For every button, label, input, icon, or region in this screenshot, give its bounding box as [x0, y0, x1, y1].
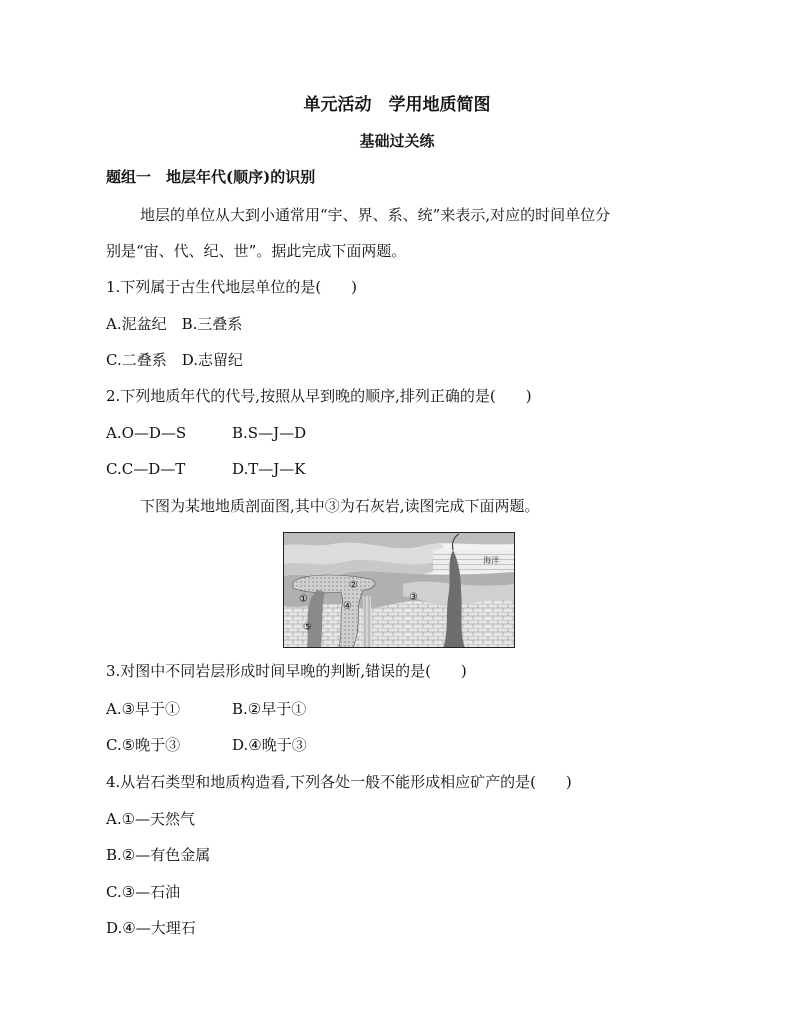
- question-1-options-row-2: C.二叠系 D.志留纪: [106, 351, 243, 369]
- question-3-option-b: B.②早于①: [232, 700, 307, 718]
- question-2-option-c: C.C—D—T: [106, 460, 186, 478]
- figure-intro: 下图为某地地质剖面图,其中③为石灰岩,读图完成下面两题。: [140, 497, 540, 515]
- marker-4: ④: [343, 601, 352, 612]
- intro-text-line-1: 地层的单位从大到小通常用“宇、界、系、统”来表示,对应的时间单位分: [140, 206, 611, 224]
- question-1-options-row-1: A.泥盆纪 B.三叠系: [106, 315, 243, 333]
- question-3-stem: 3.对图中不同岩层形成时间早晚的判断,错误的是( ): [106, 662, 467, 680]
- sea-label: 海洋: [483, 556, 499, 565]
- question-2-stem: 2.下列地质年代的代号,按照从早到晚的顺序,排列正确的是( ): [106, 387, 532, 405]
- geologic-cross-section-figure: [283, 532, 515, 648]
- page-subtitle: 基础过关练: [359, 132, 435, 150]
- question-2-option-a: A.O—D—S: [106, 424, 187, 442]
- question-3-option-a: A.③早于①: [106, 700, 181, 718]
- question-3-option-d: D.④晚于③: [232, 736, 307, 754]
- question-3-option-c: C.⑤晚于③: [106, 736, 181, 754]
- question-group-heading: 题组一 地层年代(顺序)的识别: [106, 168, 316, 186]
- question-4-option-b: B.②—有色金属: [106, 846, 211, 864]
- marker-5: ⑤: [303, 622, 312, 633]
- question-2-option-d: D.T—J—K: [232, 460, 306, 478]
- page-title: 单元活动 学用地质简图: [303, 95, 491, 115]
- intro-text-line-2: 别是“宙、代、纪、世”。据此完成下面两题。: [106, 242, 407, 260]
- vertical-rock-band: [363, 596, 371, 648]
- question-1-stem: 1.下列属于古生代地层单位的是( ): [106, 278, 358, 296]
- marker-2: ②: [349, 580, 358, 591]
- sea-area: [433, 550, 515, 572]
- marker-3: ③: [409, 592, 418, 603]
- question-2-option-b: B.S—J—D: [232, 424, 307, 442]
- marker-1: ①: [299, 594, 308, 605]
- question-4-option-d: D.④—大理石: [106, 919, 196, 937]
- question-4-option-c: C.③—石油: [106, 883, 181, 901]
- question-4-stem: 4.从岩石类型和地质构造看,下列各处一般不能形成相应矿产的是( ): [106, 773, 572, 791]
- question-4-option-a: A.①—天然气: [106, 810, 196, 828]
